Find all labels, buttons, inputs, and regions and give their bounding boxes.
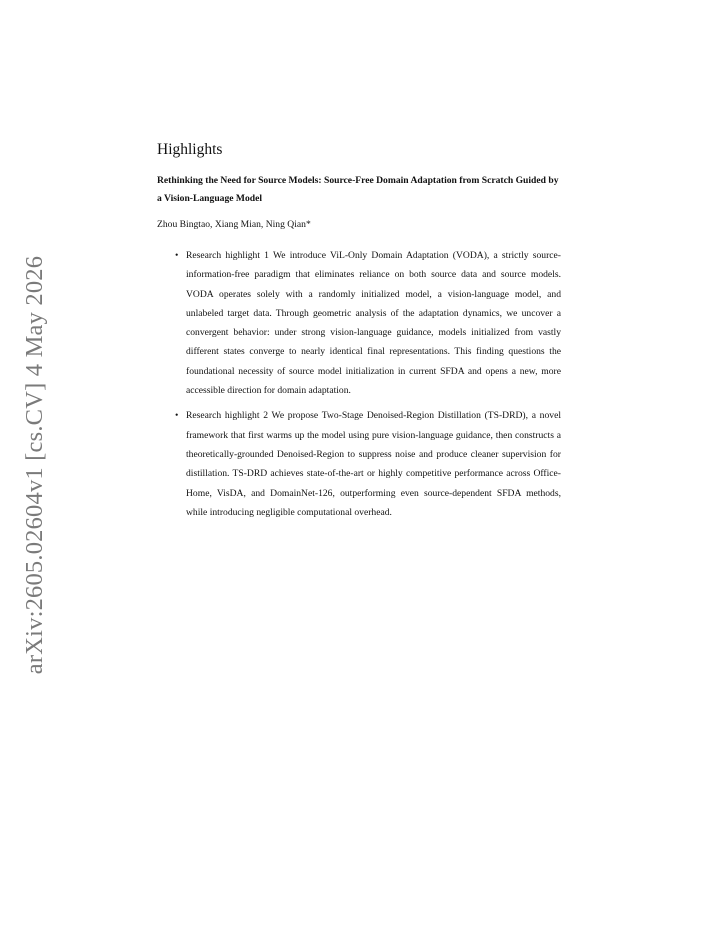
arxiv-identifier-stamp xyxy=(17,255,53,675)
paper-authors: Zhou Bingtao, Xiang Mian, Ning Qian* xyxy=(157,219,311,230)
highlights-heading: Highlights xyxy=(157,141,223,158)
paper-title: Rethinking the Need for Source Models: Source-Free Domain Adaptation from Scratch Guided by a Vision-Language Model xyxy=(157,175,559,204)
highlight-text: Research highlight 2 We propose Two-Stage Denoised-Region Distillation (TS-DRD), a novel framework that first warms up the model using pure vision-language guidance, then constructs a theoretically-grounded Denoised-Region to suppress noise and produce cleaner supervision for distillation. TS-DRD achieves state-of-the-art or highly competitive performance across Office-Home, VisDA, and DomainNet-126, outperforming even source-dependent SFDA methods, while introducing negligible computational overhead. xyxy=(186,410,561,518)
highlight-item xyxy=(157,246,561,400)
highlights-list xyxy=(157,246,561,522)
highlight-item xyxy=(157,406,561,522)
bullet-icon: • xyxy=(175,250,179,261)
arxiv-identifier-text: arXiv:2605.02604v1 [cs.CV] 4 May 2026 xyxy=(21,255,49,675)
bullet-icon: • xyxy=(175,410,179,422)
highlight-text: Research highlight 1 We introduce ViL-Only Domain Adaptation (VODA), a strictly source-information-free paradigm that eliminates reliance on both source data and source models. VODA operates solely with a randomly initialized model, a vision-language model, and unlabeled target data. Through geometric analysis of the adaptation dynamics, we uncover a convergent behavior: under strong vision-language guidance, models initialized from vastly different states converge to nearly identical final representations. This finding questions the foundational necessity of source model initialization in current SFDA and opens a new, more accessible direction for domain adaptation. xyxy=(186,250,561,397)
highlights-section xyxy=(157,140,561,528)
